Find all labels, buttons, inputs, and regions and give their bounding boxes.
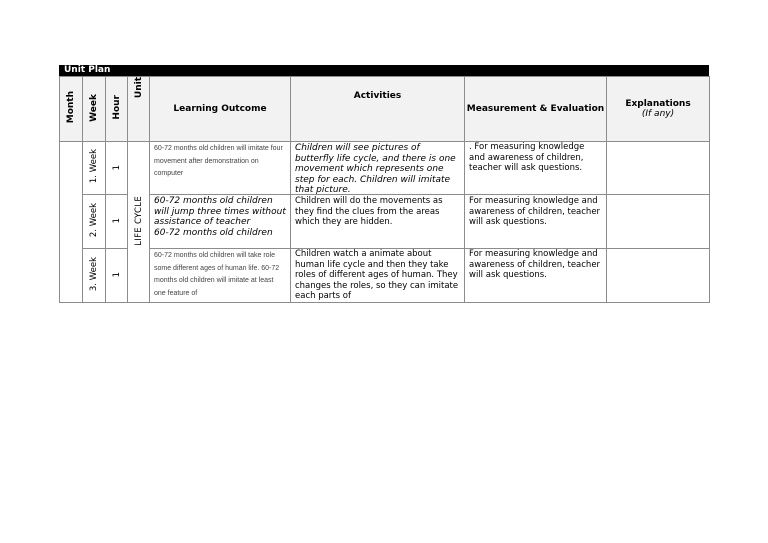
header-measurement: Measurement & Evaluation (465, 77, 607, 142)
explanations-cell (607, 142, 710, 195)
header-learning-outcome: Learning Outcome (150, 77, 291, 142)
explanations-sub: (If any) (641, 109, 675, 119)
explanations-cell (607, 195, 710, 249)
activities-cell: Children will see pictures of butterfly life cycle, and there is one movement which represents one step for each. Children will imitate that picture. (291, 142, 465, 195)
hour-cell: 1 (106, 195, 128, 249)
week-cell: 2. Week (83, 195, 106, 249)
unit-cell: LIFE CYCLE (128, 142, 150, 303)
month-cell (60, 142, 83, 303)
measurement-cell: . For measuring knowledge and awareness of children, teacher will ask questions. (465, 142, 607, 195)
outcome-cell: 60-72 months old children will jump three times without assistance of teacher 60-72 months old children (150, 195, 291, 249)
measurement-cell: For measuring knowledge and awareness of children, teacher will ask questions. (465, 249, 607, 303)
table-row (60, 142, 710, 195)
unit-plan-title: Unit Plan (59, 65, 709, 76)
outcome-cell: 60-72 months old children will take role some different ages of human life. 60-72 months old children will imitate at least one feature of (150, 249, 291, 303)
explanations-label: Explanations (625, 99, 691, 109)
hour-cell: 1 (106, 142, 128, 195)
unit-plan-sheet (59, 65, 709, 303)
unit-plan-table (59, 76, 710, 303)
header-month: Month (60, 77, 83, 142)
header-unit: Unit (128, 77, 150, 142)
table-row (60, 195, 710, 249)
table-row (60, 249, 710, 303)
activities-cell: Children watch a animate about human life cycle and then they take roles of different ages of human. They changes the roles, so they can imitate each parts of (291, 249, 465, 303)
measurement-cell: For measuring knowledge and awareness of children, teacher will ask questions. (465, 195, 607, 249)
activities-cell: Children will do the movements as they find the clues from the areas which they are hidden. (291, 195, 465, 249)
hour-cell: 1 (106, 249, 128, 303)
header-hour: Hour (106, 77, 128, 142)
explanations-cell (607, 249, 710, 303)
table-header-row (60, 77, 710, 142)
week-cell: 1. Week (83, 142, 106, 195)
outcome-cell: 60-72 months old children will imitate four movement after demonstration on computer (150, 142, 291, 195)
week-cell: 3. Week (83, 249, 106, 303)
header-week: Week (83, 77, 106, 142)
header-activities: Activities (291, 77, 465, 142)
header-explanations (607, 77, 710, 142)
